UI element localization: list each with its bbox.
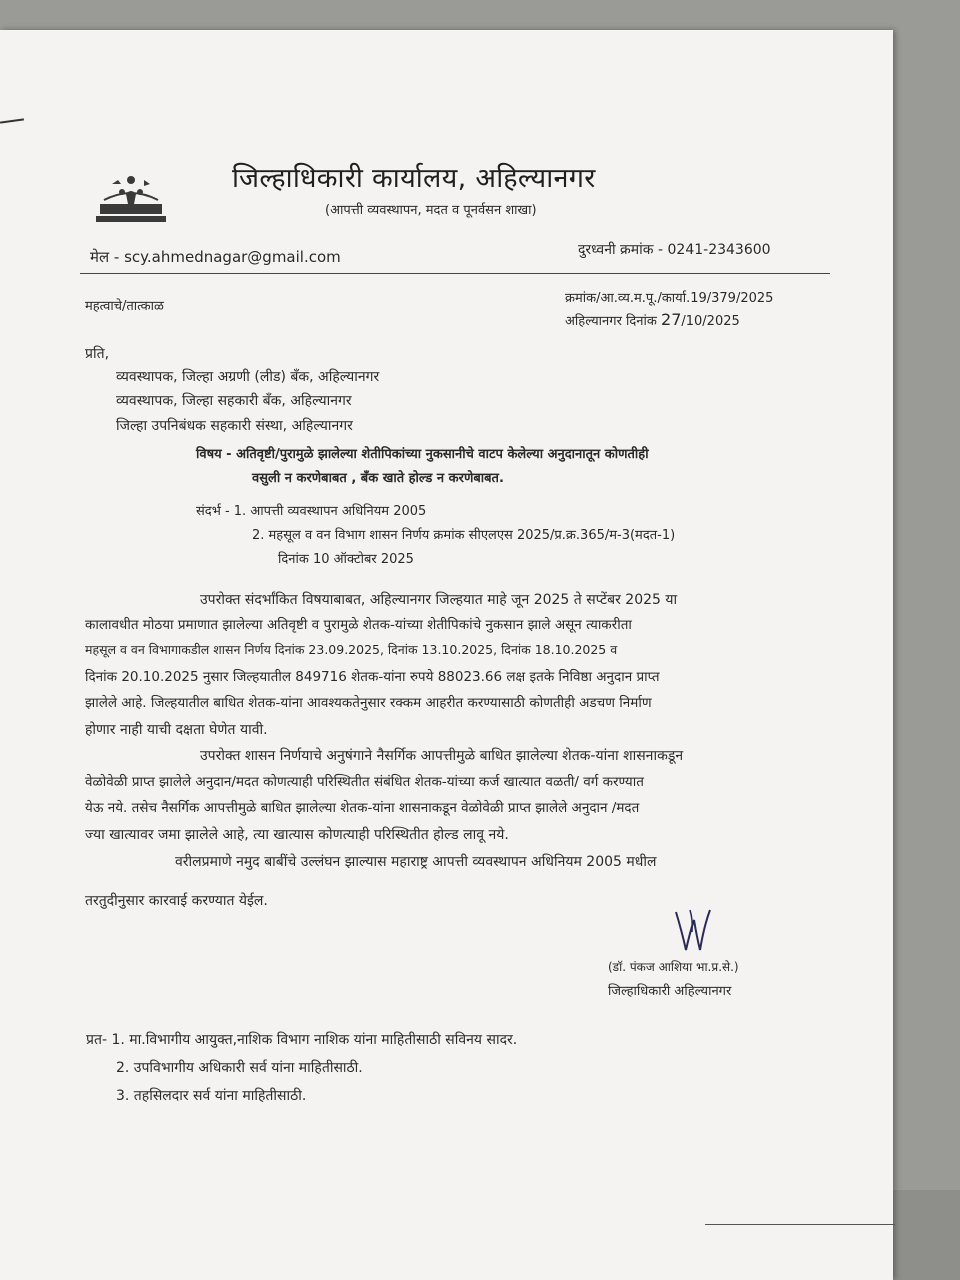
date-rest: /10/2025: [681, 314, 740, 329]
copy-line: प्रत- 1. मा.विभागीय आयुक्त,नाशिक विभाग नाशिक यांना माहितीसाठी सविनय सादर.: [86, 1032, 518, 1048]
phone-line: दुरध्वनी क्रमांक - 0241-2343600: [578, 242, 771, 258]
signatory-name: (डॉ. पंकज आशिया भा.प्र.से.): [608, 960, 739, 974]
date-prefix: अहिल्यानगर दिनांक: [565, 314, 662, 329]
margin-mark: [0, 118, 24, 123]
reference-line: 2. महसूल व वन विभाग शासन निर्णय क्रमांक सीएलएस 2025/प्र.क्र.365/म-3(मदत-1): [252, 528, 676, 543]
reference-number: क्रमांक/आ.व्य.म.पू./कार्या.19/379/2025: [565, 291, 774, 306]
reference-line: संदर्भ - 1. आपत्ती व्यवस्थापन अधिनियम 2005: [196, 504, 427, 519]
body-line: वेळोवेळी प्राप्त झालेले अनुदान/मदत कोणत्याही परिस्थितीत संबंधित शेतक-यांच्या कर्ज खात्यात वळती/ वर्ग करण्यात: [85, 774, 644, 790]
body-line: दिनांक 20.10.2025 नुसार जिल्हयातील 849716 शेतक-यांना रुपये 88023.66 लक्ष इतके निविष्ठा अनुदान प्राप्त: [85, 669, 660, 685]
bottom-rule: [705, 1224, 895, 1225]
recipient-prefix: प्रति,: [85, 346, 110, 362]
email-line: मेल - scy.ahmednagar@gmail.com: [90, 248, 341, 266]
recipient-line: जिल्हा उपनिबंधक सहकारी संस्था, अहिल्यानगर: [116, 418, 353, 434]
body-line: वरीलप्रमाणे नमुद बाबींचे उल्लंघन झाल्यास महाराष्ट्र आपत्ती व्यवस्थापन अधिनियम 2005 मधील: [175, 854, 657, 870]
branch-name: (आपत्ती व्यवस्थापन, मदत व पूनर्वसन शाखा): [325, 203, 537, 218]
body-line: उपरोक्त संदर्भांकित विषयाबाबत, अहिल्यानगर जिल्हयात माहे जून 2025 ते सप्टेंबर 2025 या: [200, 592, 678, 608]
references-block: [196, 500, 675, 572]
date-day-handwritten: 27: [661, 310, 682, 329]
subject-block: [196, 443, 649, 491]
body-line: महसूल व वन विभागाकडील शासन निर्णय दिनांक 23.09.2025, दिनांक 13.10.2025, दिनांक 18.10.2025 व: [85, 642, 618, 657]
office-title: जिल्हाधिकारी कार्यालय, अहिल्यानगर: [232, 163, 596, 194]
recipient-line: व्यवस्थापक, जिल्हा अग्रणी (लीड) बँक, अहिल्यानगर: [116, 369, 380, 385]
subject-line: विषय - अतिवृष्टी/पुरामुळे झालेल्या शेतीपिकांच्या नुकसानीचे वाटप केलेल्या अनुदानातून कोणतीही: [196, 447, 649, 462]
letter-page: [0, 30, 893, 1280]
subject-line: वसुली न करणेबाबत , बँक खाते होल्ड न करणेबाबत.: [252, 471, 504, 486]
recipient-line: व्यवस्थापक, जिल्हा सहकारी बँक, अहिल्यानगर: [116, 393, 352, 409]
body-line: उपरोक्त शासन निर्णयाचे अनुषंगाने नैसर्गिक आपत्तीमुळे बाधित झालेल्या शेतक-यांना शासनाकडून: [200, 748, 684, 764]
header-divider: [80, 273, 830, 274]
district-emblem-logo: [92, 170, 170, 226]
copy-line: 3. तहसिलदार सर्व यांना माहितीसाठी.: [116, 1088, 307, 1104]
copies-block: [86, 1026, 517, 1110]
body-line: तरतुदीनुसार कारवाई करण्यात येईल.: [85, 893, 268, 909]
importance-label: महत्वाचे/तात्काळ: [85, 299, 164, 314]
letter-date: [565, 310, 740, 329]
reference-line: दिनांक 10 ऑक्टोबर 2025: [278, 552, 414, 567]
handwritten-signature: [672, 906, 712, 956]
body-line: होणार नाही याची दक्षता घेणेत यावी.: [85, 722, 268, 738]
body-line: येऊ नये. तसेच नैसर्गिक आपत्तीमुळे बाधित झालेल्या शेतक-यांना शासनाकडून वेळोवेळी प्राप्त झालेले अनुदान /मदत: [85, 800, 640, 816]
copy-line: 2. उपविभागीय अधिकारी सर्व यांना माहितीसाठी.: [116, 1060, 363, 1076]
body-line: कालावधीत मोठया प्रमाणात झालेल्या अतिवृष्टी व पुरामुळे शेतक-यांच्या शेतीपिकांचे नुकसान झाले असून त्याकरीता: [85, 617, 632, 633]
signatory-title: जिल्हाधिकारी अहिल्यानगर: [608, 984, 732, 999]
body-line: झालेले आहे. जिल्हयातील बाधित शेतक-यांना आवश्यकतेनुसार रक्कम आहरीत करण्यासाठी कोणतीही अडचण निर्माण: [85, 695, 652, 711]
body-line: ज्या खात्यावर जमा झालेले आहे, त्या खात्यास कोणत्याही परिस्थितीत होल्ड लावू नये.: [85, 827, 509, 843]
